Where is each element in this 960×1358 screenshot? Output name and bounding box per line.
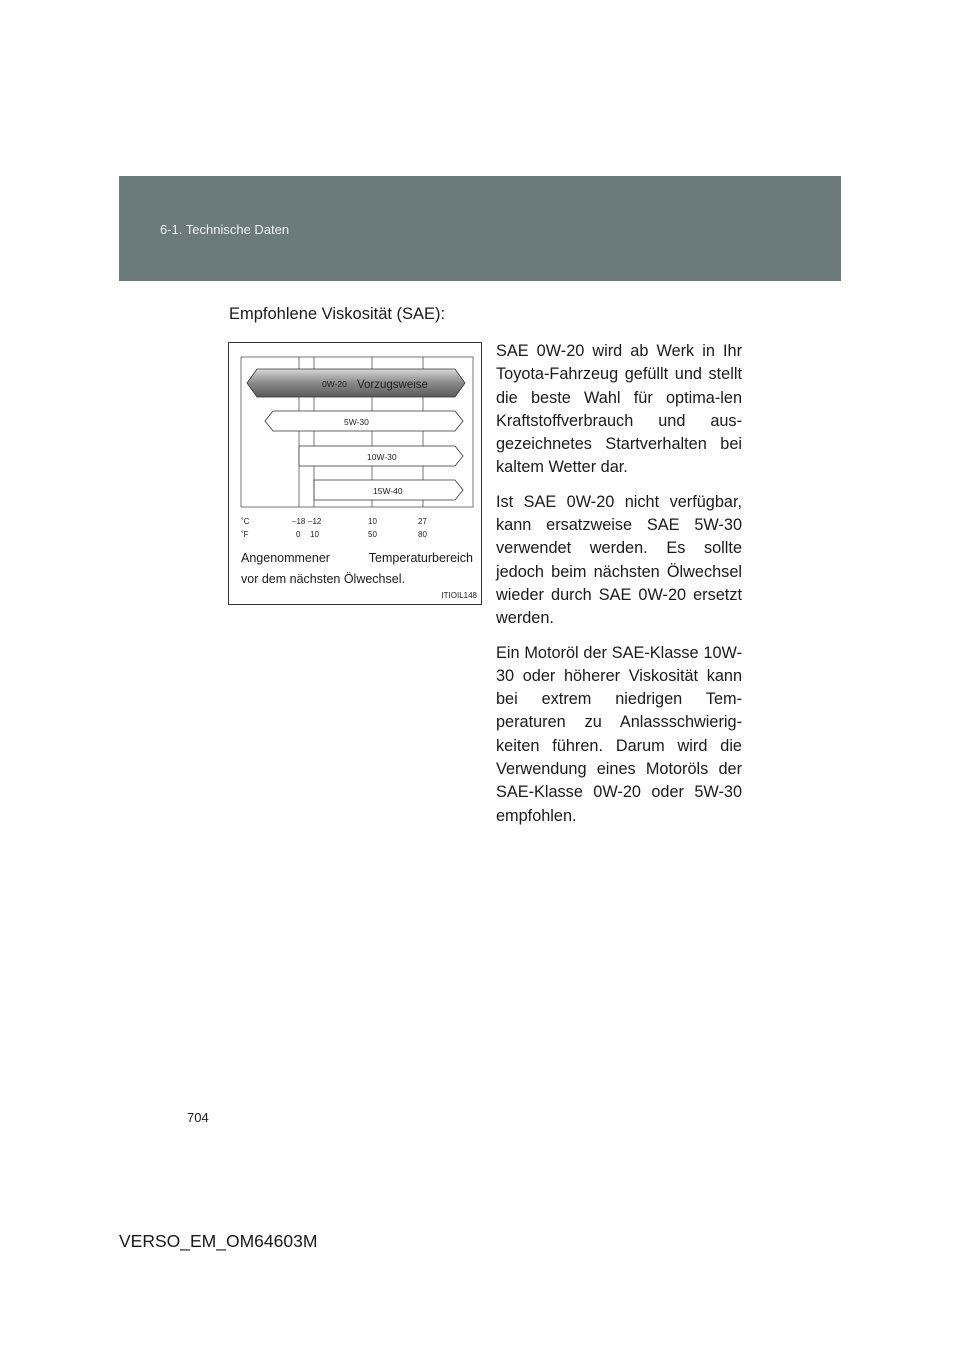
document-code: VERSO_EM_OM64603M [119, 1231, 318, 1251]
tick-c: 27 [418, 517, 427, 526]
bar-label-15w40: 15W-40 [373, 486, 403, 496]
header-band [119, 176, 841, 281]
figure-code: ITIOIL148 [441, 591, 477, 600]
page-number: 704 [187, 1110, 209, 1125]
unit-fahrenheit: ˚F [241, 530, 249, 539]
section-title: 6-1. Technische Daten [160, 222, 290, 237]
tick-f: 50 [368, 530, 377, 539]
tick-f: 10 [310, 530, 319, 539]
page-heading: Empfohlene Viskosität (SAE): [229, 305, 446, 323]
body-text [496, 340, 742, 839]
bar-note-0w20: Vorzugsweise [357, 379, 428, 391]
bar-label-5w30: 5W-30 [344, 417, 369, 427]
figure-caption-line2: vor dem nächsten Ölwechsel. [241, 572, 405, 586]
bar-label-0w20: 0W-20 [322, 379, 347, 389]
bar-label-10w30: 10W-30 [367, 452, 397, 462]
tick-f: 80 [418, 530, 427, 539]
viscosity-figure [228, 342, 482, 605]
unit-celsius: ˚C [241, 517, 250, 526]
figure-caption [241, 548, 473, 590]
tick-c: –18 [292, 517, 306, 526]
paragraph: Ist SAE 0W-20 nicht verfügbar, kann ersatzweise SAE 5W-30 verwendet werden. Es sollte jedoch beim nächsten Ölwechsel wieder durch SAE 0W-20 ersetzt werden. [496, 492, 742, 628]
figure-caption-line1: Angenommener Temperaturbereich [241, 551, 473, 565]
paragraph: Ein Motoröl der SAE-Klasse 10W-30 oder höherer Viskosität kann bei extrem niedrigen Tem-peraturen zu Anlassschwierig-keiten führen. Darum wird die Verwendung eines Motoröls der SAE-Klasse 0W-20 oder 5W-30 empfohlen. [496, 643, 742, 825]
tick-c: 10 [368, 517, 377, 526]
tick-c: –12 [308, 517, 322, 526]
paragraph: SAE 0W-20 wird ab Werk in Ihr Toyota-Fahrzeug gefüllt und stellt die beste Wahl für optima-len Kraftstoffverbrauch und aus-gezeichnetes Startverhalten bei kaltem Wetter dar. [496, 342, 742, 477]
bar-0w20 [247, 369, 465, 397]
tick-f: 0 [296, 530, 301, 539]
